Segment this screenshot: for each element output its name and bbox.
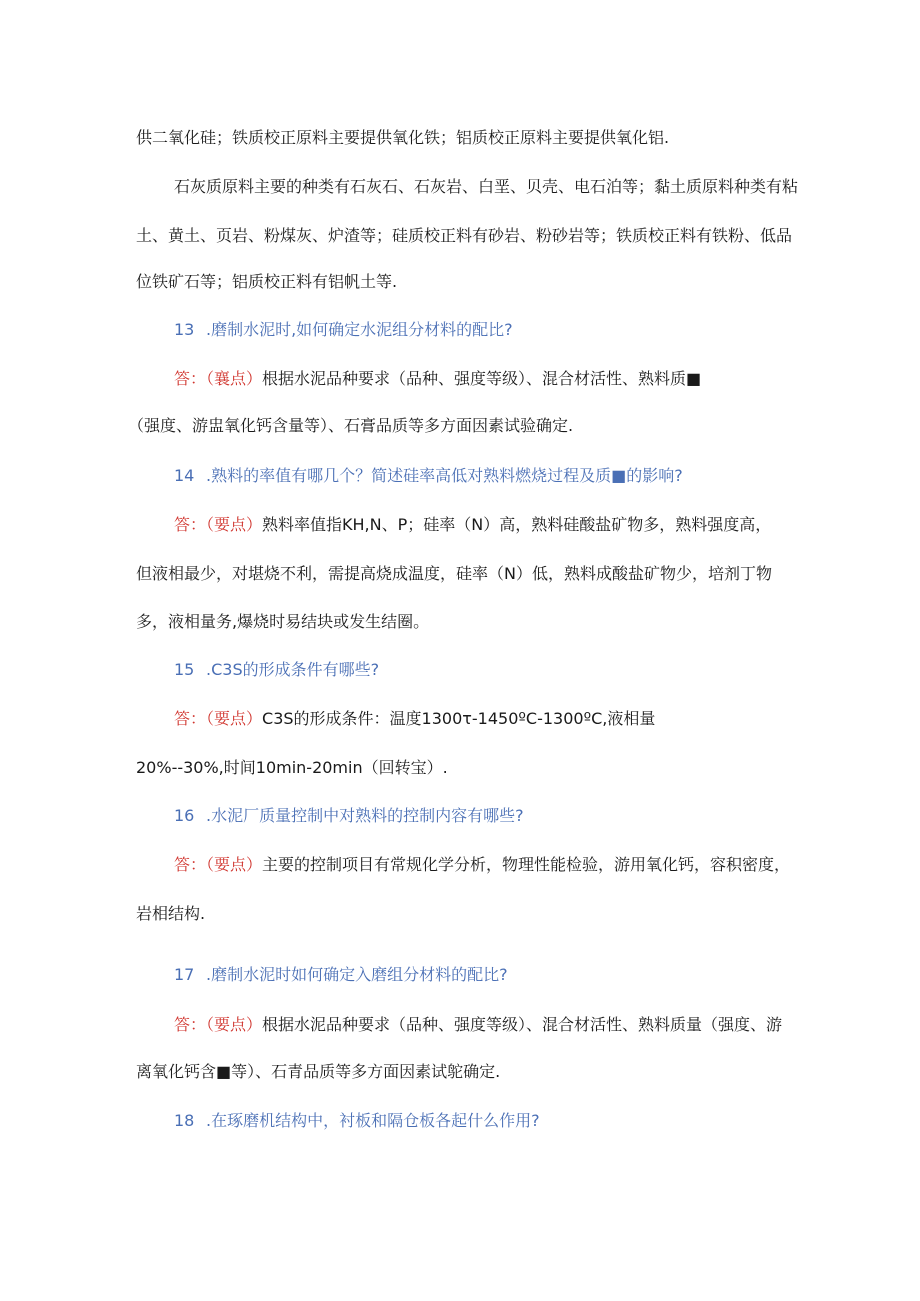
- question-number: 18: [174, 1111, 195, 1130]
- answer-15-line-1: [174, 709, 655, 729]
- answer-13-line-2: （强度、游盅氧化钙含量等）、石膏品质等多方面因素试验确定.: [128, 416, 574, 435]
- answer-14-line-1: [174, 515, 771, 535]
- question-text: .熟料的率值有哪几个？简述硅率高低对熟料燃烧过程及质■的影响?: [206, 466, 683, 485]
- answer-text: 根据水泥品种要求（品种、强度等级）、混合材活性、熟料质■: [262, 369, 702, 388]
- intro-line-1: 供二氧化硅；铁质校正原料主要提供氧化铁；铝质校正原料主要提供氧化铝.: [136, 128, 670, 147]
- answer-text: 熟料率值指KH,N、P；硅率（N）高，熟料硅酸盐矿物多，熟料强度高，: [262, 515, 772, 534]
- answer-tag: （要点）: [206, 709, 263, 728]
- question-number: 17: [174, 965, 195, 984]
- answer-label: 答：: [174, 855, 207, 874]
- question-14: [174, 466, 683, 486]
- question-13: [174, 320, 513, 340]
- question-18: [174, 1111, 540, 1131]
- answer-label: 答：: [174, 1015, 207, 1034]
- question-text: .水泥厂质量控制中对熟料的控制内容有哪些?: [206, 806, 524, 825]
- answer-17-line-2: 离氧化钙含■等）、石青品质等多方面因素试鸵确定.: [136, 1062, 501, 1081]
- answer-tag: （要点）: [206, 515, 263, 534]
- answer-tag: （要点）: [206, 1015, 263, 1034]
- answer-label: 答：: [174, 369, 207, 388]
- answer-16-line-2: 岩相结构.: [136, 904, 206, 923]
- question-17: [174, 965, 508, 985]
- answer-13-line-1: [174, 369, 701, 389]
- answer-tag: （襄点）: [206, 369, 263, 388]
- answer-label: 答：: [174, 515, 207, 534]
- answer-text: C3S的形成条件：温度1300τ-1450ºC-1300ºC,液相量: [262, 709, 656, 728]
- intro-line-4: 位铁矿石等；铝质校正料有铝帆土等.: [136, 272, 398, 291]
- question-text: .C3S的形成条件有哪些?: [206, 660, 380, 679]
- answer-16-line-1: [174, 855, 790, 875]
- answer-14-line-2: 但液相最少，对堪烧不利，需提高烧成温度，硅率（N）低，熟料成酸盐矿物少，培剂丁物: [136, 564, 772, 583]
- question-16: [174, 806, 524, 826]
- answer-15-line-2: 20%--30%,时间10min-20min（回转宝）.: [136, 758, 448, 777]
- answer-17-line-1: [174, 1015, 782, 1035]
- question-15: [174, 660, 379, 680]
- answer-tag: （要点）: [206, 855, 263, 874]
- answer-text: 主要的控制项目有常规化学分析，物理性能检验，游用氧化钙，容积密度，: [262, 855, 791, 874]
- question-text: .磨制水泥时,如何确定水泥组分材料的配比?: [206, 320, 513, 339]
- question-text: .磨制水泥时如何确定入磨组分材料的配比?: [206, 965, 508, 984]
- question-number: 14: [174, 466, 195, 485]
- question-number: 16: [174, 806, 195, 825]
- answer-text: 根据水泥品种要求（品种、强度等级）、混合材活性、熟料质量（强度、游: [262, 1015, 783, 1034]
- intro-line-2: 石灰质原料主要的种类有石灰石、石灰岩、白垩、贝壳、电石泊等；黏土质原料种类有粘: [174, 177, 799, 196]
- question-number: 13: [174, 320, 195, 339]
- answer-14-line-3: 多，液相量务,爆烧时易结块或发生结圈。: [136, 612, 430, 631]
- answer-label: 答：: [174, 709, 207, 728]
- intro-line-3: 土、黄土、页岩、粉煤灰、炉渣等；硅质校正料有砂岩、粉砂岩等；铁质校正料有铁粉、低品: [136, 226, 793, 245]
- question-text: .在琢磨机结构中，衬板和隔仓板各起什么作用?: [206, 1111, 540, 1130]
- question-number: 15: [174, 660, 195, 679]
